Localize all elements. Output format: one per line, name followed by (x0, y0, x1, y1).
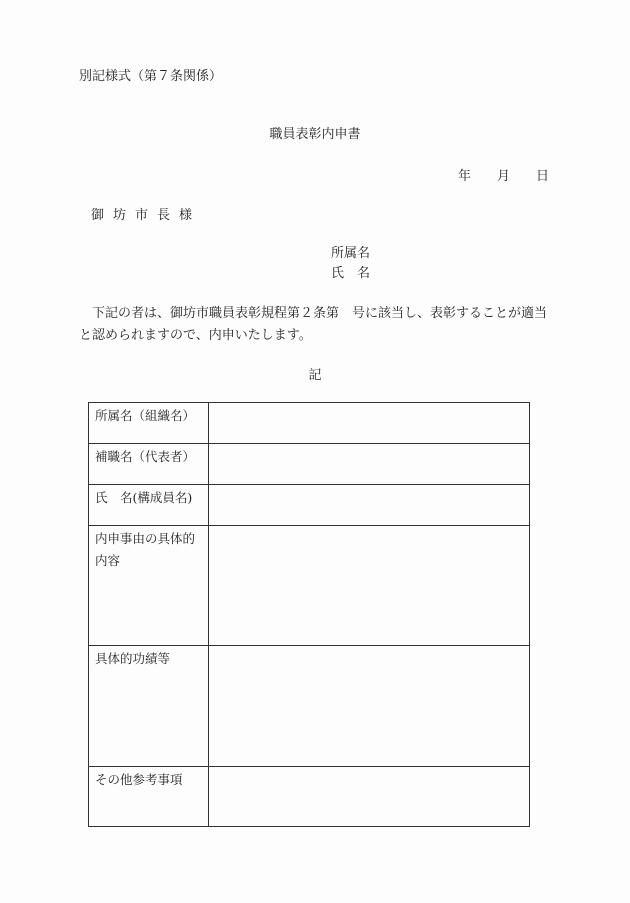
date-line (458, 165, 549, 184)
row-value-name[interactable] (209, 485, 530, 526)
table-row (89, 403, 530, 444)
row-label-other: その他参考事項 (89, 767, 209, 827)
row-value-affiliation[interactable] (209, 403, 530, 444)
table-row (89, 485, 530, 526)
applicant-affiliation-label: 所属名 (331, 246, 371, 261)
date-year-label: 年 (457, 169, 471, 184)
body-text: 下記の者は、御坊市職員表彰規程第２条第 号に該当し、表彰することが適当と認められますので、内申いたします。 (79, 306, 548, 343)
ki-heading: 記 (308, 368, 322, 383)
row-value-position[interactable] (209, 444, 530, 485)
date-month-label: 月 (496, 169, 510, 184)
document-title: 職員表彰内申書 (269, 127, 361, 142)
applicant-name-label: 氏名 (331, 266, 384, 281)
table-row (89, 444, 530, 485)
addressee: 御坊市長様 (91, 208, 202, 223)
row-label-position: 補職名（代表者） (89, 444, 209, 485)
applicant-block (331, 244, 383, 284)
table-row (89, 767, 530, 827)
row-label-affiliation: 所属名（組織名） (89, 403, 209, 444)
row-label-name: 氏 名(構成員名) (89, 485, 209, 526)
row-label-achievements: 具体的功績等 (89, 646, 209, 767)
row-value-other[interactable] (209, 767, 530, 827)
row-value-achievements[interactable] (209, 646, 530, 767)
detail-table (88, 402, 530, 827)
row-label-reason: 内申事由の具体的内容 (89, 526, 209, 646)
table-row (89, 646, 530, 767)
date-day-label: 日 (535, 169, 549, 184)
table-row (89, 526, 530, 646)
row-value-reason[interactable] (209, 526, 530, 646)
form-label: 別記様式（第７条関係） (79, 69, 223, 84)
